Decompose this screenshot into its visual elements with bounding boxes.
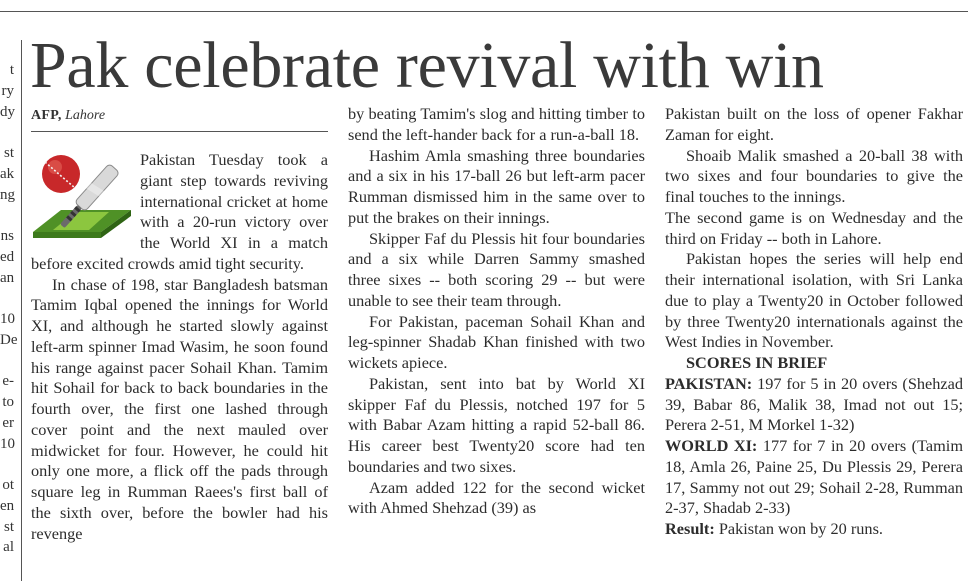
result-label: Result: <box>665 519 715 538</box>
lead-paragraph: Pakistan Tuesday took a giant step towards reviving international cricket at home with a 20-run victory over the World XI in a match before excited crowds amid tight security. <box>31 150 328 273</box>
article-column-1 <box>31 106 328 544</box>
body-paragraph: Pakistan hopes the series will help end their international isolation, with Sri Lanka due to play a Twenty20 in October followed by three Twenty20 internationals against the West Indies in November. <box>665 249 963 352</box>
fragment-line: an <box>0 269 15 286</box>
match-result <box>665 519 963 540</box>
adjacent-article-fragment <box>0 60 18 558</box>
fragment-line: al <box>3 539 14 556</box>
world-xi-score <box>665 436 963 519</box>
body-paragraph: Pakistan built on the loss of opener Fakhar Zaman for eight. <box>665 104 963 144</box>
byline-place: Lahore <box>65 108 106 123</box>
fragment-line: st <box>3 145 14 161</box>
fragment-line: ns <box>0 228 14 244</box>
fragment-line: ot <box>2 477 14 493</box>
world-xi-score-text: 177 for 7 in 20 overs (Tamim 18, Amla 26, Paine 25, Du Plessis 29, Perera 17, Sammy not out 29; Sohail 2-28, Rumman 2-37, Shadab 2-33) <box>665 436 963 518</box>
article-column-2 <box>348 104 645 519</box>
cricket-ball-bat-icon <box>31 150 134 250</box>
pakistan-score-text: 197 for 5 in 20 overs (Shehzad 39, Babar 86, Malik 38, Imad not out 15; Perera 2-51, M Morkel 1-32) <box>665 373 963 435</box>
fragment-line: ry <box>1 82 14 99</box>
byline-rule <box>31 131 328 132</box>
body-paragraph: Shoaib Malik smashed a 20-ball 38 with two sixes and four boundaries to give the final touches to the innings. <box>665 145 963 206</box>
fragment-line: De <box>0 331 18 348</box>
fragment-line <box>0 351 14 372</box>
result-text: Pakistan won by 20 runs. <box>714 519 883 538</box>
body-paragraph: Azam added 122 for the second wicket with Ahmed Shehzad (39) as <box>348 477 645 518</box>
byline <box>31 106 328 126</box>
headline: Pak celebrate revival with win <box>30 29 824 102</box>
body-paragraph: Pakistan, sent into bat by World XI skipper Faf du Plessis, notched 197 for 5 with Babar Azam hitting a rapid 52-ball 86. His career best Twenty20 score had ten boundaries and two sixes. <box>348 373 645 476</box>
article-column-3 <box>665 104 963 540</box>
body-paragraph: In chase of 198, star Bangladesh batsman Tamim Iqbal opened the innings for World XI, and although he started slowly against left-arm spinner Imad Wasim, he soon found his range against pacer Sohail Khan. Tamim hit Sohail for back to back boundaries in the fourth over, the first one lashed through cover point and the next mauled over midwicket for four. However, he could hit only one more, a flick off the pads through square leg in Rumman Raees's first ball of the sixth over, before the bowler had his revenge <box>31 274 328 543</box>
fragment-line: e- <box>2 373 14 390</box>
top-rule <box>0 11 968 12</box>
pakistan-score-label: PAKISTAN: <box>665 373 753 393</box>
fragment-line <box>0 122 14 143</box>
fragment-line: to <box>2 394 14 410</box>
body-paragraph: Hashim Amla smashing three boundaries and a six in his 17-ball 26 but left-arm pacer Rumman dismissed him in the same over to put the brakes on their innings. <box>348 145 645 227</box>
scores-heading: SCORES IN BRIEF <box>686 353 828 372</box>
fragment-line: ak <box>0 165 15 182</box>
fragment-line: dy <box>0 103 15 120</box>
fragment-line: ng <box>0 186 15 203</box>
fragment-line <box>0 205 14 226</box>
fragment-line <box>0 454 14 475</box>
pakistan-score <box>665 374 963 436</box>
fragment-line: st <box>3 518 14 535</box>
fragment-line: er <box>2 414 14 431</box>
fragment-line <box>0 288 14 309</box>
fragment-line: t <box>9 62 14 78</box>
fragment-line: ed <box>0 248 15 265</box>
world-xi-score-label: WORLD XI: <box>665 436 758 455</box>
body-paragraph: The second game is on Wednesday and the third on Friday -- both in Lahore. <box>665 207 963 248</box>
fragment-line: 10 <box>0 311 15 327</box>
fragment-line: 10 <box>0 435 15 452</box>
body-paragraph: by beating Tamim's slog and hitting timber to send the left-hander back for a run-a-ball 18. <box>348 104 645 144</box>
body-paragraph: Skipper Faf du Plessis hit four boundaries and a six while Darren Sammy smashed three sixes -- both scoring 29 -- but were unable to see their team through. <box>348 228 645 310</box>
byline-agency: AFP, <box>31 108 62 123</box>
body-paragraph: For Pakistan, paceman Sohail Khan and leg-spinner Shadab Khan finished with two wickets apiece. <box>348 311 645 372</box>
column-divider-rule <box>21 40 22 581</box>
fragment-line: en <box>0 497 15 514</box>
